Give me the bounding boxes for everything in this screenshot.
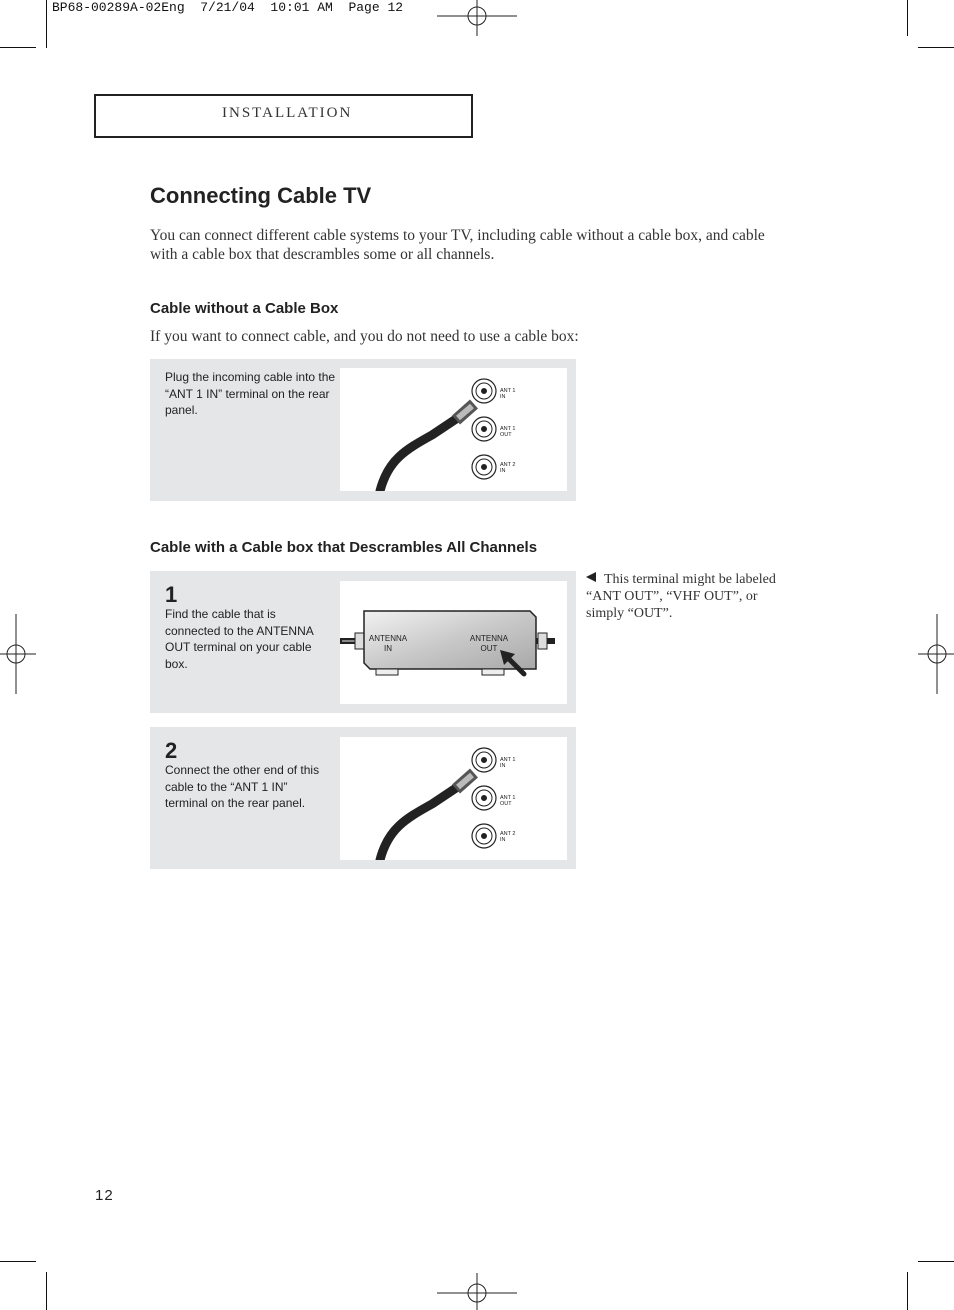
- box-label: OUT: [480, 644, 498, 653]
- terminal-label: IN: [500, 468, 506, 474]
- terminal-label: ANT 2: [500, 462, 516, 468]
- section-heading-with-box: Cable with a Cable box that Descrambles All Channels: [150, 539, 538, 556]
- arrow-left-icon: [586, 572, 596, 582]
- step-panel-2: [150, 727, 576, 869]
- terminal-label: ANT 1: [500, 757, 516, 763]
- box-label: ANTENNA: [469, 634, 509, 643]
- terminal-label: OUT: [500, 432, 512, 438]
- page-number: 12: [95, 1187, 114, 1204]
- terminal-label: IN: [500, 394, 506, 400]
- side-note-text: This terminal might be labeled “ANT OUT”, “VHF OUT”, or simply “OUT”.: [586, 572, 776, 621]
- terminal-label: OUT: [500, 801, 512, 807]
- terminal-label: IN: [500, 763, 506, 769]
- panel-text: Plug the incoming cable into the “ANT 1 IN” terminal on the rear panel.: [165, 370, 336, 417]
- section-heading-no-box: Cable without a Cable Box: [150, 300, 339, 317]
- intro-paragraph: You can connect different cable systems to your TV, including cable without a cable box, and cable with a cable box that descrambles some or all channels.: [150, 227, 765, 263]
- step-text: Connect the other end of this cable to the “ANT 1 IN” terminal on the rear panel.: [165, 763, 320, 810]
- instruction-panel: [150, 359, 576, 501]
- step-number: 2: [165, 738, 178, 763]
- terminal-label: ANT 2: [500, 831, 516, 837]
- terminal-label: ANT 1: [500, 795, 516, 801]
- rear-panel-illustration: [340, 368, 567, 491]
- box-label: ANTENNA: [368, 634, 408, 643]
- section-lead: If you want to connect cable, and you do not need to use a cable box:: [150, 328, 579, 345]
- cable-connection-diagram: [340, 737, 567, 860]
- box-label: IN: [384, 644, 392, 653]
- cable-connection-diagram: [340, 368, 567, 491]
- page-title: Connecting Cable TV: [150, 183, 372, 208]
- cable-box-diagram: [340, 581, 567, 704]
- side-note: [586, 571, 796, 622]
- step-number: 1: [165, 582, 178, 607]
- section-label: INSTALLATION: [222, 105, 353, 121]
- terminal-label: IN: [500, 837, 506, 843]
- step-text: Find the cable that is connected to the ANTENNA OUT terminal on your cable box.: [165, 607, 314, 671]
- print-slug: BP68-00289A-02Eng 7/21/04 10:01 AM Page 12: [52, 0, 404, 15]
- step-panel-1: [150, 571, 576, 713]
- terminal-label: ANT 1: [500, 426, 516, 432]
- rear-panel-illustration: [340, 737, 567, 860]
- terminal-label: ANT 1: [500, 388, 516, 394]
- cable-box-illustration: [340, 581, 567, 704]
